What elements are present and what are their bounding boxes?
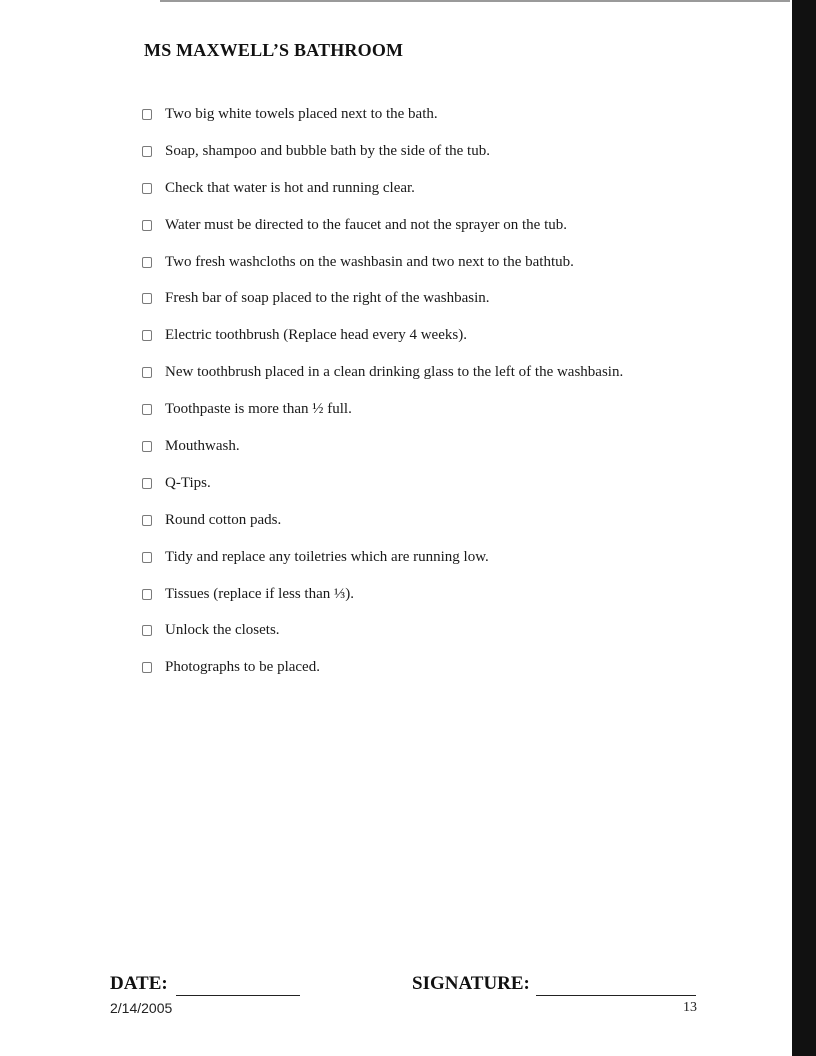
checkbox-icon[interactable] bbox=[142, 367, 152, 378]
checklist-item[interactable] bbox=[142, 576, 762, 613]
checkbox-icon[interactable] bbox=[142, 625, 152, 636]
checklist-item-label: Tissues (replace if less than ⅓). bbox=[165, 585, 354, 602]
checkbox-icon[interactable] bbox=[142, 220, 152, 231]
checklist-item[interactable] bbox=[142, 133, 762, 170]
checkbox-icon[interactable] bbox=[142, 662, 152, 673]
checklist-item[interactable] bbox=[142, 391, 762, 428]
signature-line[interactable] bbox=[536, 995, 696, 996]
checklist-item[interactable] bbox=[142, 354, 762, 391]
checkbox-icon[interactable] bbox=[142, 478, 152, 489]
checklist bbox=[142, 96, 762, 686]
checklist-item-label: Water must be directed to the faucet and not the sprayer on the tub. bbox=[165, 216, 567, 233]
checklist-item[interactable] bbox=[142, 539, 762, 576]
checklist-item[interactable] bbox=[142, 649, 762, 686]
checklist-item-label: Q-Tips. bbox=[165, 474, 211, 491]
page-title: MS MAXWELL’S BATHROOM bbox=[144, 40, 404, 60]
checklist-item-label: Check that water is hot and running clear. bbox=[165, 179, 415, 196]
page-number: 13 bbox=[683, 1000, 697, 1015]
footer-date: 2/14/2005 bbox=[110, 1000, 173, 1016]
checkbox-icon[interactable] bbox=[142, 589, 152, 600]
checklist-item-label: Electric toothbrush (Replace head every 4 weeks). bbox=[165, 327, 467, 344]
date-label: DATE: bbox=[110, 973, 168, 994]
checklist-item-label: Photographs to be placed. bbox=[165, 659, 320, 676]
checklist-item-label: Soap, shampoo and bubble bath by the side of the tub. bbox=[165, 142, 490, 159]
checklist-item[interactable] bbox=[142, 170, 762, 207]
checklist-item[interactable] bbox=[142, 612, 762, 649]
checklist-item-label: Toothpaste is more than ½ full. bbox=[165, 401, 352, 418]
checklist-item-label: Fresh bar of soap placed to the right of the washbasin. bbox=[165, 290, 490, 307]
checklist-item[interactable] bbox=[142, 207, 762, 244]
scan-edge-bar bbox=[792, 0, 816, 1056]
checklist-item-label: Two fresh washcloths on the washbasin and two next to the bathtub. bbox=[165, 253, 574, 270]
checkbox-icon[interactable] bbox=[142, 257, 152, 268]
checklist-item[interactable] bbox=[142, 96, 762, 133]
checklist-item-label: Unlock the closets. bbox=[165, 622, 280, 639]
checkbox-icon[interactable] bbox=[142, 515, 152, 526]
date-signature-line[interactable] bbox=[176, 995, 300, 996]
checkbox-icon[interactable] bbox=[142, 330, 152, 341]
checkbox-icon[interactable] bbox=[142, 441, 152, 452]
checklist-item[interactable] bbox=[142, 502, 762, 539]
checkbox-icon[interactable] bbox=[142, 293, 152, 304]
checkbox-icon[interactable] bbox=[142, 146, 152, 157]
checkbox-icon[interactable] bbox=[142, 552, 152, 563]
checklist-item-label: Two big white towels placed next to the bath. bbox=[165, 105, 438, 122]
checklist-item[interactable] bbox=[142, 244, 762, 281]
checklist-item-label: New toothbrush placed in a clean drinking glass to the left of the washbasin. bbox=[165, 364, 624, 381]
checklist-item-label: Round cotton pads. bbox=[165, 511, 282, 528]
checkbox-icon[interactable] bbox=[142, 404, 152, 415]
signature-label: SIGNATURE: bbox=[412, 973, 530, 994]
checkbox-icon[interactable] bbox=[142, 109, 152, 120]
checklist-item[interactable] bbox=[142, 428, 762, 465]
checklist-item-label: Tidy and replace any toiletries which are running low. bbox=[165, 548, 489, 565]
checklist-item[interactable] bbox=[142, 317, 762, 354]
checklist-item[interactable] bbox=[142, 465, 762, 502]
checklist-item-label: Mouthwash. bbox=[165, 437, 240, 454]
checkbox-icon[interactable] bbox=[142, 183, 152, 194]
top-rule bbox=[160, 0, 790, 2]
checklist-item[interactable] bbox=[142, 280, 762, 317]
